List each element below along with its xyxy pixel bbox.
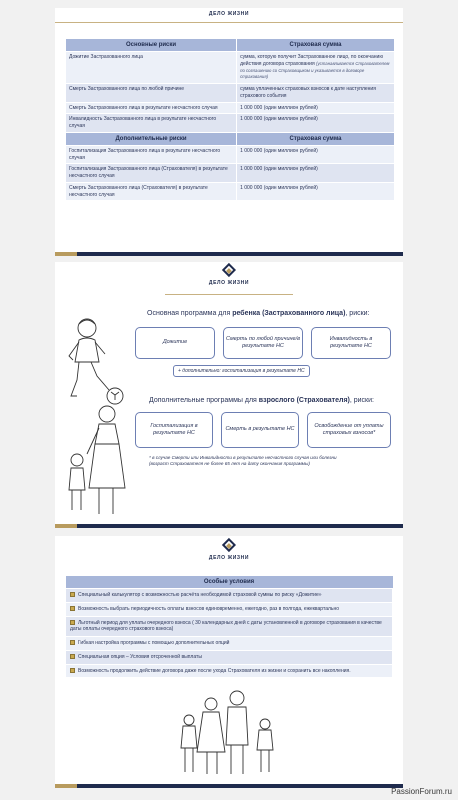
conditions-table [65, 576, 393, 678]
brand-diamond-icon [222, 540, 236, 554]
header-line [55, 22, 403, 23]
slide-special-conditions [55, 536, 403, 788]
table-row [66, 114, 395, 133]
table-row [66, 84, 395, 103]
risk-table [65, 38, 395, 201]
child-program-title [147, 310, 370, 317]
sum-cell [237, 52, 395, 84]
item-text: Возможность продолжить действие договора даже после ухода Страхователя из жизни и сохранить все накопления. [78, 667, 351, 674]
title-text: Дополнительные программы для [149, 397, 259, 404]
risk-cell: Инвалидность Застрахованного лица в результате несчастного случая [66, 114, 237, 133]
item-text: Гибкая настройка программы с помощью дополнительных опций [78, 640, 230, 646]
adult-risk-death: Смерть в результате НС [221, 412, 299, 448]
sum-cell: 1 000 000 (один миллион рублей) [237, 114, 395, 133]
child-football-illustration [61, 314, 129, 414]
list-item [66, 589, 393, 603]
sum-cell: 1 000 000 (один миллион рублей) [237, 145, 395, 164]
title-text: , риски: [345, 310, 370, 317]
bullet-icon [70, 606, 75, 611]
risk-cell: Госпитализация Застрахованного лица в результате несчастного случая [66, 145, 237, 164]
footer-bar [55, 524, 403, 528]
sum-cell: 1 000 000 (один миллион рублей) [237, 102, 395, 114]
list-item [66, 664, 393, 678]
sum-cell: сумма уплаченных страховых взносов к дате наступления страхового события [237, 84, 395, 103]
risk-pill-death: Смерть по любой причине/в результате НС [223, 327, 303, 359]
header-line [165, 294, 293, 295]
adult-program-title [149, 397, 374, 404]
risk-cell: Смерть Застрахованного лица по любой причине [66, 84, 237, 103]
footnote [149, 455, 337, 468]
sum-text: сумма, которую получит Застрахованное лицо, по окончанию действия договора страхования [240, 54, 384, 67]
brand-logo [209, 265, 249, 286]
bullet-icon [70, 640, 75, 645]
brand-logo [209, 10, 249, 17]
title-text: Основная программа для [147, 310, 233, 317]
title-bold: ребенка (Застрахованного лица) [232, 310, 346, 317]
risk-cell: Дожитие Застрахованного лица [66, 52, 237, 84]
footnote-line-1: * в случае Смерти или Инвалидности в результате несчастного случая или болезни [149, 455, 337, 460]
brand-name: ДЕЛО ЖИЗНИ [208, 280, 250, 286]
footer-bar [55, 784, 403, 788]
brand-logo [209, 540, 249, 561]
item-text: Льготный период для уплаты очередного взноса ( 30 календарных дней с даты установленной в договоре страхования в качестве даты оплаты очередного страхового взноса) [70, 619, 382, 633]
risk-cell: Госпитализация Застрахованного лица (Страхователя) в результате несчастного случая [66, 164, 237, 183]
title-bold: взрослого (Страхователя) [258, 397, 350, 404]
brand-name: ДЕЛО ЖИЗНИ [208, 555, 250, 561]
bullet-icon [70, 654, 75, 659]
risk-cell: Смерть Застрахованного лица (Страхователя) в результате несчастного случая [66, 182, 237, 201]
item-text: Возможность выбрать периодичность оплаты взносов единовременно, ежегодно, раз в полгода, ежеквартально [78, 605, 340, 612]
child-extra-note: + дополнительно: госпитализация в результате НС [173, 365, 310, 377]
table-row [66, 102, 395, 114]
adult-risk-hospital: Госпитализация в результате НС [135, 412, 213, 448]
col-sum-2: Страховая сумма [237, 132, 395, 145]
family-illustration [173, 686, 283, 778]
footer-bar [55, 252, 403, 256]
bullet-icon [70, 620, 75, 625]
table-row [66, 164, 395, 183]
watermark: PassionForum.ru [391, 787, 452, 796]
list-item [66, 650, 393, 664]
mother-child-illustration [59, 402, 131, 520]
bullet-icon [70, 592, 75, 597]
item-text: Специальный калькулятор с возможностью расчёта необходимой страховой суммы по риску «Дожитие» [78, 592, 322, 598]
brand-diamond-icon [222, 265, 236, 279]
brand-name: ДЕЛО ЖИЗНИ [208, 11, 250, 17]
slide-risk-table [55, 8, 403, 256]
col-main-risks: Основные риски [66, 39, 237, 52]
table-row [66, 182, 395, 201]
col-sum: Страховая сумма [237, 39, 395, 52]
sum-cell: 1 000 000 (один миллион рублей) [237, 182, 395, 201]
item-text: Специальная опция – Условия отсроченной выплаты [78, 653, 202, 660]
adult-risk-exemption: Освобождение от уплаты страховых взносов* [307, 412, 391, 448]
risk-pill-survival: Дожитие [135, 327, 215, 359]
footnote-line-2: (возраст Страхователя не более 65 лет на дату окончания программы) [149, 461, 310, 467]
col-extra-risks: Дополнительные риски [66, 132, 237, 145]
sum-note: (устанавливается Страхователем по соглашению со Страховщиком и указывается в договоре страхования) [240, 60, 390, 80]
table-row [66, 52, 395, 84]
risk-cell: Смерть Застрахованного лица в результате несчастного случая [66, 102, 237, 114]
title-text: , риски: [349, 397, 374, 404]
list-item [66, 637, 393, 651]
conditions-header: Особые условия [66, 576, 393, 589]
list-item [66, 602, 393, 616]
risk-pill-disability: Инвалидность в результате НС [311, 327, 391, 359]
slide-programs [55, 262, 403, 528]
table-row [66, 145, 395, 164]
list-item [66, 616, 393, 637]
bullet-icon [70, 668, 75, 673]
sum-cell: 1 000 000 (один миллион рублей) [237, 164, 395, 183]
